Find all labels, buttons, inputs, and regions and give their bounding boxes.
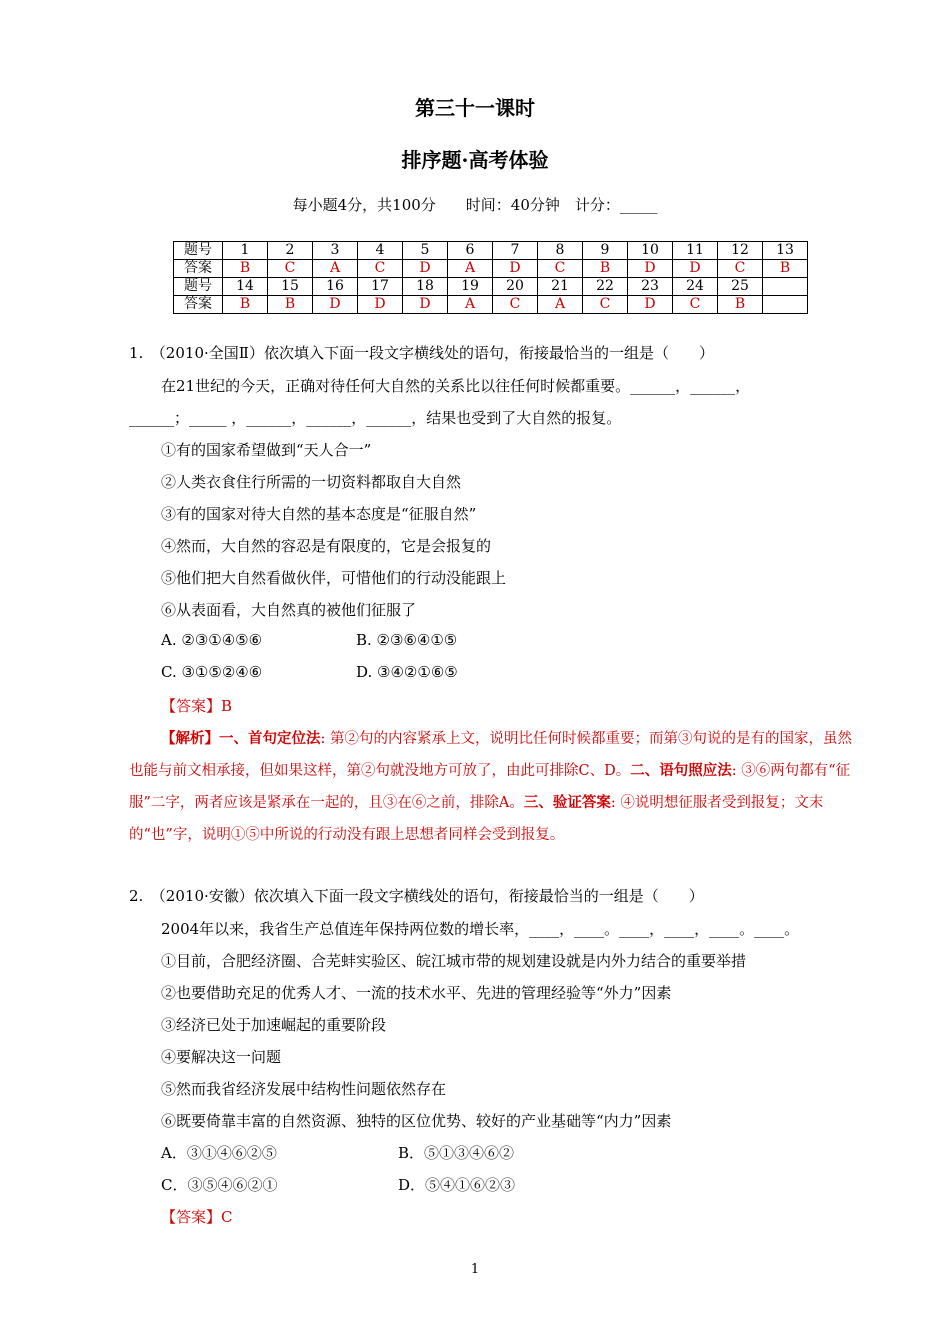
question-number-cell: 12 [718,242,763,260]
answer-cell: D [403,260,448,278]
q1-choice-d: D. ③④②①⑥⑤ [356,663,458,681]
q1-analysis [129,723,864,851]
question-number-cell: 25 [718,278,763,296]
q2-option: ⑥既要倚靠丰富的自然资源、独特的区位优势、较好的产业基础等“内力”因素 [161,1112,672,1130]
q1-option: ②人类衣食住行所需的一切资料都取自大自然 [161,473,462,491]
q1-answer: 【答案】B [161,697,233,715]
q2-option: ④要解决这一问题 [161,1048,282,1066]
q2-passage: 2004年以来，我省生产总值连年保持两位数的增长率，____，____。____，____，____。____。 [161,920,800,938]
question-number-cell: 17 [358,278,403,296]
q1-choice-c: C. ③①⑤②④⑥ [161,663,263,681]
answer-cell: D [313,296,358,314]
answer-table [173,241,808,314]
question-number-cell: 15 [268,278,313,296]
question-number-cell: 11 [673,242,718,260]
answer-cell: B [268,296,313,314]
q2-choice-d: D．⑤④①⑥②③ [398,1176,516,1194]
question-number-cell: 20 [493,278,538,296]
answer-cell: D [628,296,673,314]
row-label: 答案 [174,260,223,278]
q1-choice-a: A. ②③①④⑤⑥ [161,631,263,649]
q1-option: ①有的国家希望做到“天人合一” [161,441,372,459]
row-label: 答案 [174,296,223,314]
question-number-cell: 8 [538,242,583,260]
answer-cell: C [583,296,628,314]
answer-cell: B [223,260,268,278]
q1-stem: 1. （2010·全国Ⅱ）依次填入下面一段文字横线处的语句，衔接最恰当的一组是（ ） [129,344,714,362]
analysis-lead: 【解析】 [161,730,219,747]
answer-cell: C [673,296,718,314]
answer-cell: D [358,296,403,314]
answer-cell: B [223,296,268,314]
q2-choice-b: B．⑤①③④⑥② [398,1144,515,1162]
answer-cell: B [718,296,763,314]
question-number-cell: 19 [448,278,493,296]
page-subtitle: 排序题·高考体验 [401,148,549,172]
question-number-cell: 9 [583,242,628,260]
method-1-text: : 第②句的内容紧承上文，说明比任何时候都重要；而第③句说的是有的国家，虽然也能与前文相承接，但如果这样，第②句就没地方可放了，由此可排除C、D。 [129,731,852,779]
score-info: 每小题4分，共100分 时间：40分钟 计分：_____ [292,196,658,214]
answer-table-row [174,278,808,296]
question-number-cell: 24 [673,278,718,296]
question-number-cell: 5 [403,242,448,260]
question-number-cell: 21 [538,278,583,296]
answer-cell: A [313,260,358,278]
answer-cell: D [403,296,448,314]
q1-option: ⑥从表面看，大自然真的被他们征服了 [161,601,417,619]
method-2: 二、语句照应法 [630,762,732,779]
q1-passage-line2: ______；_____ ，______，______，______，结果也受到了大自然的报复。 [129,409,622,427]
answer-cell [763,296,808,314]
q2-option: ③经济已处于加速崛起的重要阶段 [161,1016,387,1034]
question-number-cell: 22 [583,278,628,296]
answer-cell: A [538,296,583,314]
answer-cell: C [268,260,313,278]
answer-cell: B [583,260,628,278]
q2-option: ⑤然而我省经济发展中结构性问题依然存在 [161,1080,447,1098]
answer-cell: D [493,260,538,278]
method-3-text: : ④说明想征服者受到报复；文末的“也”字，说明①⑤中所说的行动没有跟上思想者同样会受到报复。 [129,795,824,843]
question-number-cell: 14 [223,278,268,296]
question-number-cell: 13 [763,242,808,260]
question-number-cell: 16 [313,278,358,296]
answer-cell: D [628,260,673,278]
question-number-cell: 23 [628,278,673,296]
question-number-cell: 4 [358,242,403,260]
page-title: 第三十一课时 [415,96,535,120]
answer-cell: A [448,296,493,314]
answer-cell: C [718,260,763,278]
q1-passage-line1: 在21世纪的今天，正确对待任何大自然的关系比以往任何时候都重要。______，______， [161,377,751,395]
question-number-cell: 18 [403,278,448,296]
answer-table-row [174,296,808,314]
q2-option: ②也要借助充足的优秀人才、一流的技术水平、先进的管理经验等“外力”因素 [161,984,672,1002]
answer-cell: A [448,260,493,278]
question-number-cell: 1 [223,242,268,260]
answer-table-row [174,260,808,278]
question-number-cell: 2 [268,242,313,260]
answer-cell: C [538,260,583,278]
answer-cell: B [763,260,808,278]
question-number-cell [763,278,808,296]
q1-option: ⑤他们把大自然看做伙伴，可惜他们的行动没能跟上 [161,569,507,587]
q2-option: ①目前，合肥经济圈、合芜蚌实验区、皖江城市带的规划建设就是内外力结合的重要举措 [161,952,747,970]
q1-choice-b: B. ②③⑥④①⑤ [356,631,458,649]
answer-table-row [174,242,808,260]
answer-cell: C [493,296,538,314]
q2-answer: 【答案】C [161,1208,233,1226]
question-number-cell: 7 [493,242,538,260]
answer-cell: C [358,260,403,278]
method-3: 三、验证答案 [523,794,611,811]
answer-cell: D [673,260,718,278]
method-1: 一、首句定位法 [219,730,321,747]
question-number-cell: 10 [628,242,673,260]
q2-stem: 2. （2010·安徽）依次填入下面一段文字横线处的语句，衔接最恰当的一组是（ ） [129,887,704,905]
q2-choice-c: C．③⑤④⑥②① [161,1176,278,1194]
page-number: 1 [470,1262,480,1277]
q1-option: ④然而，大自然的容忍是有限度的，它是会报复的 [161,537,492,555]
q1-option: ③有的国家对待大自然的基本态度是“征服自然” [161,505,477,523]
q2-choice-a: A．③①④⑥②⑤ [161,1144,277,1162]
row-label: 题号 [174,278,223,296]
row-label: 题号 [174,242,223,260]
question-number-cell: 3 [313,242,358,260]
question-number-cell: 6 [448,242,493,260]
method-2-text: : ③⑥两句都有“征服”二字，两者应该是紧承在一起的，且③在⑥之前，排除A。 [129,763,851,811]
